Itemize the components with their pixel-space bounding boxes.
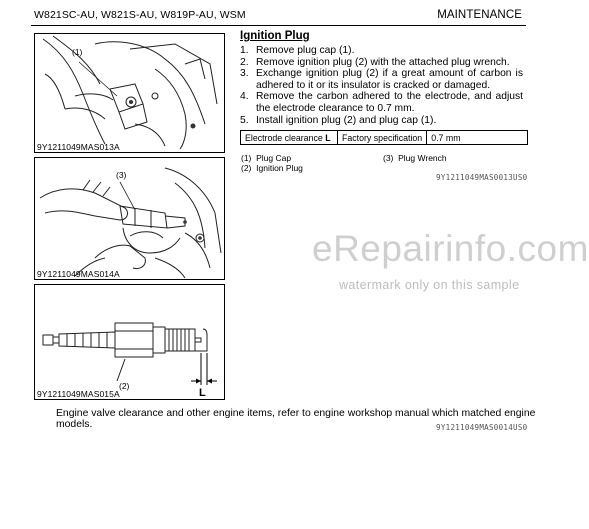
figure-ignition-plug <box>34 284 225 400</box>
plug-cap-removal-illustration-icon <box>35 34 224 152</box>
spec-value-cell: 0.7 mm <box>427 131 528 145</box>
legend-label: Plug Cap <box>256 153 292 163</box>
spec-label-symbol: L <box>325 132 331 143</box>
spec-row <box>241 131 528 145</box>
spec-table <box>240 130 528 145</box>
step-number: 3. <box>240 68 249 80</box>
step-number: 5. <box>240 114 249 126</box>
legend-number: (2) <box>241 163 252 173</box>
procedure-code: 9Y1211049MAS0013US0 <box>436 173 528 182</box>
step-item <box>240 115 523 127</box>
watermark-note: watermark only on this sample <box>339 278 520 292</box>
watermark-brand: eRepairinfo.com <box>312 228 589 269</box>
procedure-steps <box>240 45 523 126</box>
step-item <box>240 91 523 114</box>
legend-label: Plug Wrench <box>398 153 447 163</box>
plug-wrench-illustration-icon <box>35 158 224 279</box>
legend-number: (3) <box>383 153 394 163</box>
figure2-caption: 9Y1211049MAS014A <box>37 269 120 279</box>
legend-number: (1) <box>241 153 252 163</box>
figure3-caption: 9Y1211049MAS015A <box>37 389 120 399</box>
footer-note: Engine valve clearance and other engine items, refer to engine workshop manual which matched engine models. <box>56 408 536 430</box>
step-item <box>240 45 523 57</box>
figure1-callout-plug-cap: (1) <box>72 47 83 57</box>
figure1-caption: 9Y1211049MAS013A <box>37 142 120 152</box>
step-text: Remove ignition plug (2) with the attached plug wrench. <box>256 56 510 68</box>
spec-kind-cell: Factory specification <box>338 131 427 145</box>
legend-item-2 <box>241 163 303 173</box>
step-text: Remove the carbon adhered to the electrode, and adjust the electrode clearance to 0.7 mm. <box>256 91 523 114</box>
spec-label-cell <box>241 131 338 145</box>
figure-plug-cap <box>34 33 225 153</box>
step-number: 1. <box>240 45 249 56</box>
step-item <box>240 57 523 69</box>
figure3-callout-ignition-plug: (2) <box>119 381 130 391</box>
ignition-plug-diagram-icon <box>35 285 224 399</box>
step-text: Exchange ignition plug (2) if a great amount of carbon is adhered to it or its insulator is cracked or damaged. <box>256 68 523 91</box>
footer-code: 9Y1211049MAS0014US0 <box>436 423 528 432</box>
header-models: W821SC-AU, W821S-AU, W819P-AU, WSM <box>34 9 246 21</box>
step-text: Install ignition plug (2) and plug cap (1). <box>256 114 437 126</box>
legend-item-1 <box>241 153 291 163</box>
spec-label: Electrode clearance <box>245 132 326 143</box>
header-rule <box>31 25 526 26</box>
step-text: Remove plug cap (1). <box>256 45 355 56</box>
step-item <box>240 68 523 91</box>
figure-plug-wrench <box>34 157 225 280</box>
legend-label: Ignition Plug <box>256 163 303 173</box>
step-number: 4. <box>240 91 249 103</box>
legend-item-3 <box>383 153 447 163</box>
figure2-callout-plug-wrench: (3) <box>116 170 127 180</box>
section-title: Ignition Plug <box>240 30 310 42</box>
figure3-callout-gap-l: L <box>199 387 206 399</box>
header-section: MAINTENANCE <box>437 9 522 21</box>
step-number: 2. <box>240 56 249 68</box>
